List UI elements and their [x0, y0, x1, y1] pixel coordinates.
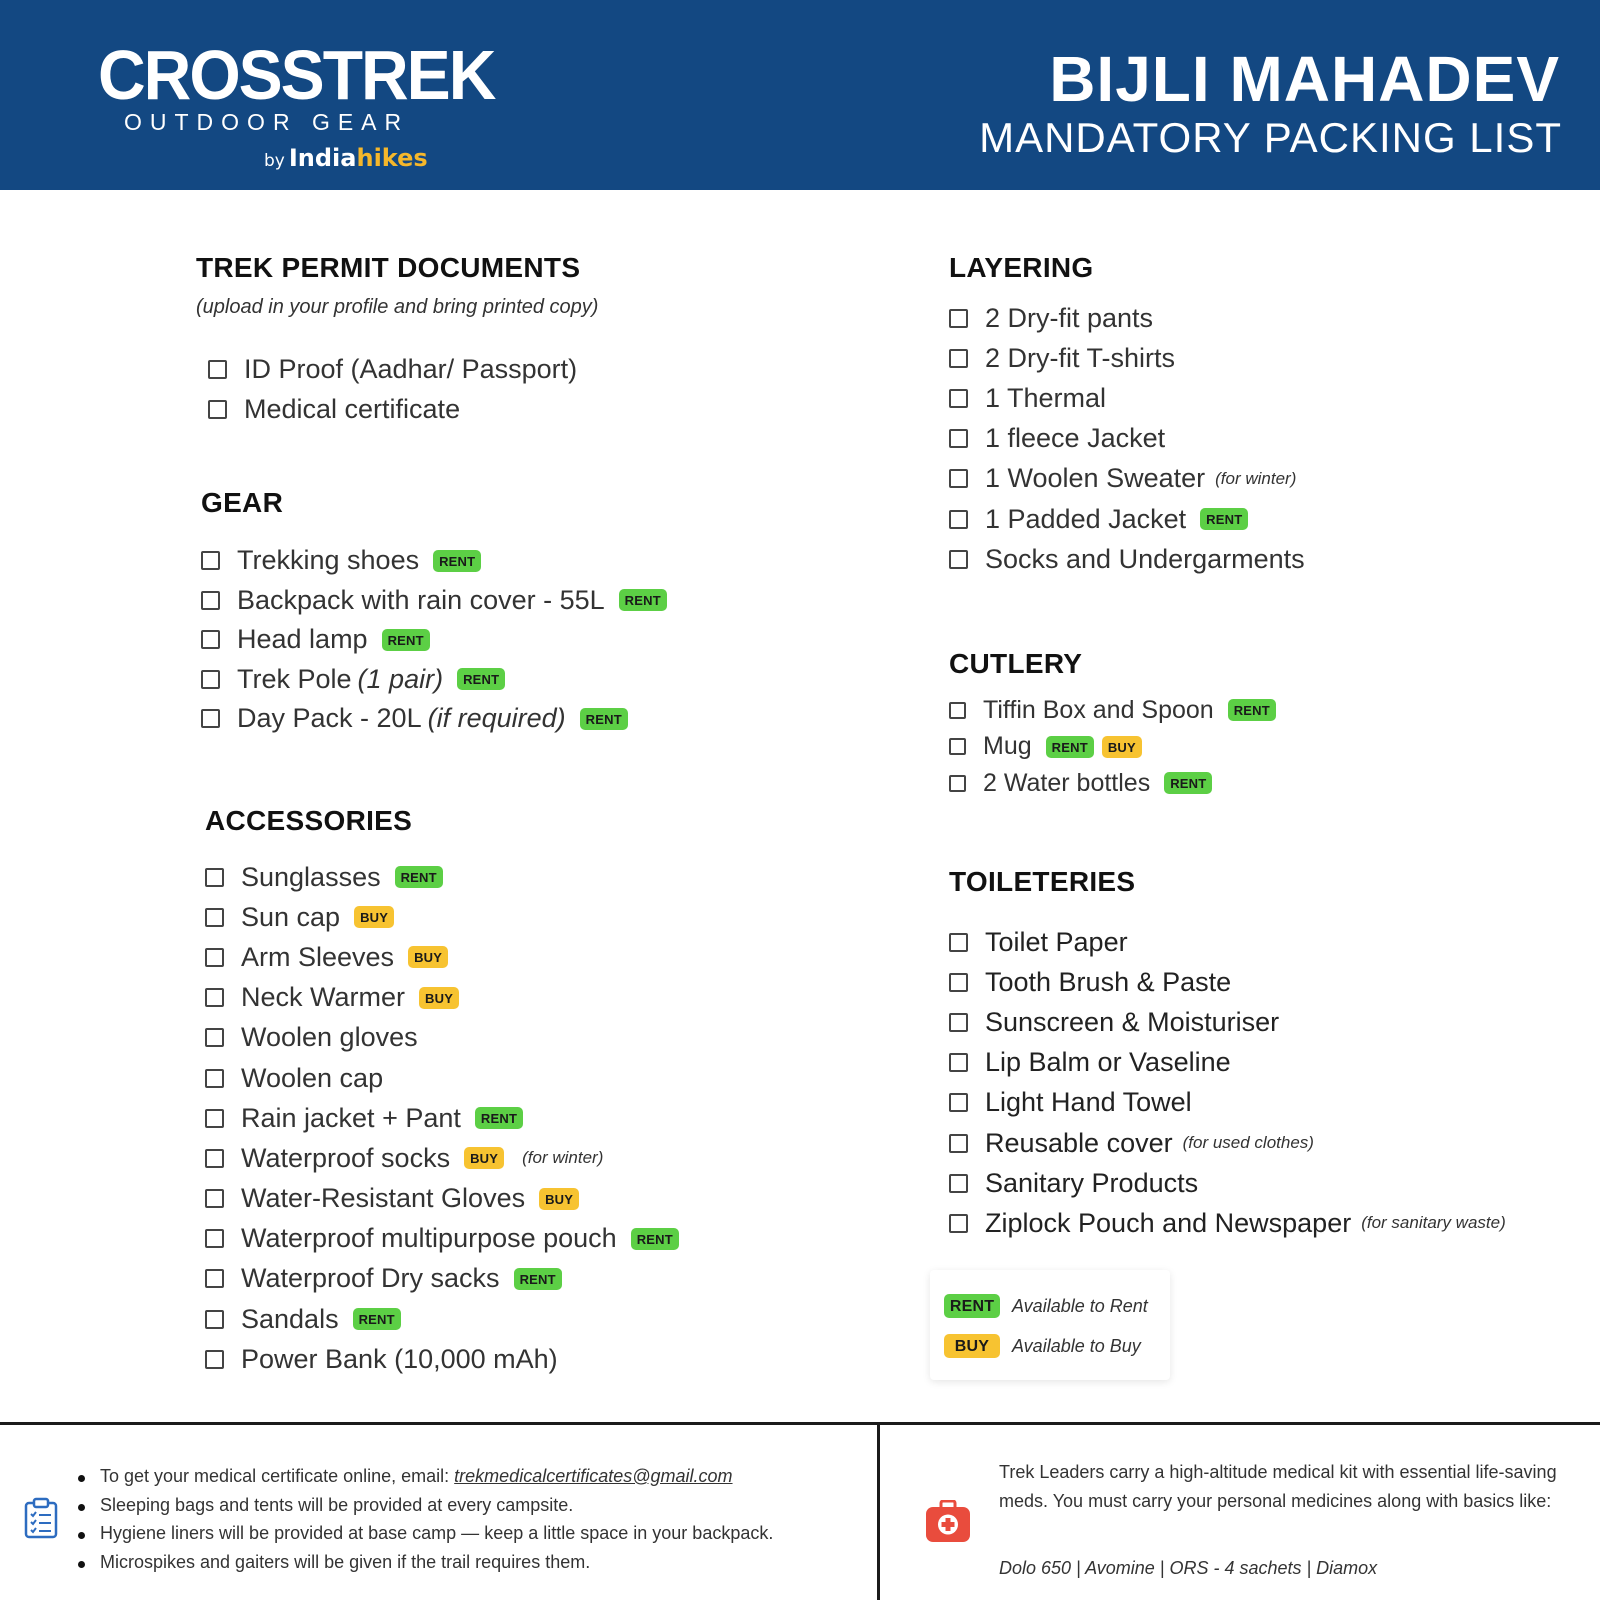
rent-badge: RENT: [1228, 699, 1276, 721]
checkbox[interactable]: [201, 709, 220, 728]
item-label: Head lamp: [237, 624, 368, 655]
legend-row-buy: [944, 1326, 1170, 1366]
checkbox[interactable]: [201, 670, 220, 689]
list-item[interactable]: [949, 1203, 1506, 1243]
checkbox[interactable]: [949, 1214, 968, 1233]
checkbox[interactable]: [949, 1134, 968, 1153]
section-title: TOILETERIES: [949, 866, 1136, 897]
item-label: Sandals: [241, 1303, 339, 1334]
section-gear: [201, 487, 667, 739]
list-item[interactable]: [201, 581, 667, 621]
legend-rent-text: Available to Rent: [1012, 1295, 1148, 1316]
list-item[interactable]: [205, 1018, 679, 1058]
logo-sub-text: OUTDOOR GEAR: [124, 109, 410, 135]
checkbox[interactable]: [205, 1028, 224, 1047]
rent-badge: RENT: [475, 1107, 523, 1129]
checkbox[interactable]: [205, 1229, 224, 1248]
checkbox[interactable]: [208, 400, 227, 419]
note-medical-text: To get your medical certificate online, email:: [100, 1466, 455, 1486]
item-emphasis: (if required): [427, 703, 566, 734]
rent-badge: RENT: [395, 866, 443, 888]
list-item[interactable]: [201, 620, 667, 660]
item-note: (for sanitary waste): [1361, 1213, 1506, 1233]
checkbox[interactable]: [949, 1053, 968, 1072]
list-item[interactable]: [201, 699, 667, 739]
checkbox[interactable]: [949, 973, 968, 992]
checkbox[interactable]: [949, 309, 968, 328]
item-label: Mug: [983, 732, 1032, 761]
item-label: Water-Resistant Gloves: [241, 1183, 526, 1214]
legend-row-rent: [944, 1286, 1170, 1326]
section-note: (upload in your profile and bring printed copy): [196, 296, 599, 318]
list-item[interactable]: [205, 1219, 679, 1259]
item-note: (for winter): [1215, 468, 1297, 488]
checkbox[interactable]: [208, 360, 227, 379]
buy-badge: BUY: [539, 1188, 579, 1210]
medical-kit-note: Trek Leaders carry a high-altitude medical kit with essential life-saving meds. You must carry your personal medicines along with basics like:: [999, 1462, 1557, 1511]
buy-badge: BUY: [464, 1147, 504, 1169]
logo-brand-part1: India: [288, 144, 357, 172]
cutlery-list: [949, 692, 1276, 802]
checkbox[interactable]: [205, 1189, 224, 1208]
list-item[interactable]: [949, 298, 1305, 338]
logo-main-text: CROSSTREK: [98, 36, 495, 114]
trek-title: BIJLI MAHADEV: [1049, 43, 1560, 115]
list-item[interactable]: [949, 459, 1305, 499]
checkbox[interactable]: [205, 868, 224, 887]
checkbox[interactable]: [949, 775, 966, 792]
item-label: Toilet Paper: [985, 926, 1128, 957]
checkbox[interactable]: [205, 1149, 224, 1168]
rent-badge: RENT: [514, 1268, 562, 1290]
checkbox[interactable]: [205, 1350, 224, 1369]
rent-badge: RENT: [1164, 772, 1212, 794]
list-item[interactable]: [949, 765, 1276, 802]
list-item[interactable]: [205, 937, 679, 977]
layering-list: [949, 298, 1305, 579]
note-sleeping: Sleeping bags and tents will be provided at every campsite.: [100, 1495, 773, 1524]
rent-badge: RENT: [353, 1308, 401, 1330]
item-label: Tooth Brush & Paste: [985, 966, 1232, 997]
item-emphasis: (1 pair): [357, 663, 444, 694]
item-label: Lip Balm or Vaseline: [985, 1047, 1231, 1078]
item-label: Medical certificate: [244, 393, 461, 424]
item-label: Power Bank (10,000 mAh): [241, 1343, 558, 1374]
list-item[interactable]: [205, 1259, 679, 1299]
item-label: 2 Dry-fit pants: [985, 302, 1154, 333]
legend: [930, 1270, 1170, 1380]
list-item[interactable]: [949, 729, 1276, 766]
list-item[interactable]: [205, 1179, 679, 1219]
checkbox[interactable]: [201, 551, 220, 570]
crosstrek-logo: [98, 36, 495, 172]
list-item[interactable]: [949, 1083, 1506, 1123]
checkbox[interactable]: [205, 908, 224, 927]
list-item[interactable]: [205, 897, 679, 937]
item-label: Trekking shoes: [237, 545, 420, 576]
item-label: Sunscreen & Moisturiser: [985, 1006, 1280, 1037]
list-item[interactable]: [949, 378, 1305, 418]
checkbox[interactable]: [205, 948, 224, 967]
medicine-list: Dolo 650 | Avomine | ORS - 4 sachets | Diamox: [999, 1558, 1378, 1578]
checkbox[interactable]: [949, 933, 968, 952]
header-banner: [0, 0, 1600, 190]
rent-badge: RENT: [619, 589, 667, 611]
item-label: Tiffin Box and Spoon: [983, 695, 1214, 724]
checkbox[interactable]: [949, 702, 966, 719]
list-item[interactable]: [949, 922, 1506, 962]
list-item[interactable]: [205, 1339, 679, 1379]
note-hygiene: Hygiene liners will be provided at base camp — keep a little space in your backpack.: [100, 1523, 773, 1552]
buy-badge: BUY: [354, 906, 394, 928]
item-label: ID Proof (Aadhar/ Passport): [244, 353, 578, 384]
checkbox[interactable]: [205, 988, 224, 1007]
list-item[interactable]: [949, 1123, 1506, 1163]
item-label: 1 Thermal: [985, 382, 1107, 413]
list-item[interactable]: [949, 539, 1305, 579]
page-subtitle: MANDATORY PACKING LIST: [979, 114, 1562, 161]
item-label: 1 Woolen Sweater: [985, 463, 1206, 494]
checkbox[interactable]: [949, 550, 968, 569]
item-note: (for winter): [522, 1148, 604, 1168]
item-label: 1 Padded Jacket: [985, 503, 1187, 534]
legend-buy-text: Available to Buy: [1012, 1335, 1141, 1356]
rent-badge: RENT: [382, 629, 430, 651]
item-label: Light Hand Towel: [985, 1087, 1192, 1118]
note-microspikes: Microspikes and gaiters will be given if the trail requires them.: [100, 1552, 773, 1581]
rent-badge: RENT: [1046, 736, 1094, 758]
footer-divider-line: [0, 1422, 1600, 1425]
item-label: Sanitary Products: [985, 1167, 1199, 1198]
rent-badge: RENT: [580, 708, 628, 730]
section-permit: [196, 252, 598, 429]
checkbox[interactable]: [949, 1174, 968, 1193]
rent-badge: RENT: [457, 668, 505, 690]
checkbox[interactable]: [205, 1109, 224, 1128]
item-label: Woolen gloves: [241, 1022, 418, 1053]
list-item[interactable]: [949, 419, 1305, 459]
checkbox[interactable]: [949, 738, 966, 755]
checkbox[interactable]: [949, 389, 968, 408]
list-item[interactable]: [205, 857, 679, 897]
list-item[interactable]: [949, 1043, 1506, 1083]
buy-badge: BUY: [944, 1334, 1000, 1358]
section-accessories: [205, 805, 679, 1379]
section-title: LAYERING: [949, 252, 1094, 283]
footer-notes: [100, 1466, 773, 1580]
footer-column-divider: [877, 1424, 880, 1600]
checkbox[interactable]: [949, 469, 968, 488]
checkbox[interactable]: [949, 1093, 968, 1112]
note-medical: [100, 1466, 773, 1495]
list-item[interactable]: [208, 389, 598, 429]
list-item[interactable]: [949, 338, 1305, 378]
logo-byline: [264, 144, 428, 172]
buy-badge: BUY: [408, 946, 448, 968]
list-item[interactable]: [201, 660, 667, 700]
permit-list: [208, 349, 598, 429]
list-item[interactable]: [949, 499, 1305, 539]
item-label: 1 fleece Jacket: [985, 423, 1166, 454]
checkbox[interactable]: [949, 1013, 968, 1032]
list-item[interactable]: [205, 978, 679, 1018]
checkbox[interactable]: [949, 510, 968, 529]
item-label: Ziplock Pouch and Newspaper: [985, 1207, 1352, 1238]
item-note: (for used clothes): [1182, 1133, 1314, 1153]
rent-badge: RENT: [433, 550, 481, 572]
item-label: Woolen cap: [241, 1062, 384, 1093]
list-item[interactable]: [949, 962, 1506, 1002]
item-label: 2 Dry-fit T-shirts: [985, 342, 1176, 373]
checkbox[interactable]: [205, 1269, 224, 1288]
section-cutlery: [949, 648, 1276, 802]
section-title: GEAR: [201, 487, 284, 518]
list-item[interactable]: [208, 349, 598, 389]
item-label: Rain jacket + Pant: [241, 1102, 461, 1133]
list-item[interactable]: [205, 1138, 679, 1178]
item-label: Day Pack - 20L: [237, 703, 422, 734]
logo-by: by: [264, 151, 285, 171]
checkbox[interactable]: [949, 349, 968, 368]
rent-badge: RENT: [944, 1294, 1000, 1318]
clipboard-icon: [24, 1497, 58, 1543]
list-item[interactable]: [201, 541, 667, 581]
rent-badge: RENT: [631, 1228, 679, 1250]
item-label: Arm Sleeves: [241, 941, 395, 972]
checkbox[interactable]: [949, 429, 968, 448]
email-link[interactable]: trekmedicalcertificates@gmail.com: [454, 1466, 733, 1486]
section-toiletries: [949, 866, 1506, 1244]
item-label: Socks and Undergarments: [985, 543, 1305, 574]
item-label: Reusable cover: [985, 1127, 1173, 1158]
rent-badge: RENT: [1200, 508, 1248, 530]
item-label: Neck Warmer: [241, 982, 406, 1013]
item-label: Trek Pole: [237, 663, 352, 694]
checkbox[interactable]: [201, 630, 220, 649]
list-item[interactable]: [205, 1299, 679, 1339]
buy-badge: BUY: [419, 987, 459, 1009]
gear-list: [201, 541, 667, 739]
item-label: Sun cap: [241, 901, 341, 932]
section-title: TREK PERMIT DOCUMENTS: [196, 252, 581, 283]
checkbox[interactable]: [201, 591, 220, 610]
toiletries-list: [949, 922, 1506, 1244]
section-title: ACCESSORIES: [205, 805, 413, 836]
item-label: 2 Water bottles: [983, 768, 1151, 797]
checkbox[interactable]: [205, 1069, 224, 1088]
accessories-list: [205, 857, 679, 1379]
item-label: Backpack with rain cover - 55L: [237, 584, 605, 615]
item-label: Waterproof socks: [241, 1142, 451, 1173]
item-label: Waterproof Dry sacks: [241, 1263, 500, 1294]
buy-badge: BUY: [1102, 736, 1142, 758]
list-item[interactable]: [949, 1163, 1506, 1203]
list-item[interactable]: [949, 692, 1276, 729]
list-item[interactable]: [205, 1058, 679, 1098]
item-label: Sunglasses: [241, 861, 381, 892]
list-item[interactable]: [205, 1098, 679, 1138]
checkbox[interactable]: [205, 1310, 224, 1329]
section-layering: [949, 252, 1305, 579]
item-label: Waterproof multipurpose pouch: [241, 1223, 617, 1254]
logo-brand-part2: hikes: [356, 144, 428, 172]
section-title: CUTLERY: [949, 648, 1083, 679]
list-item[interactable]: [949, 1002, 1506, 1042]
medical-kit-icon: [924, 1500, 972, 1548]
